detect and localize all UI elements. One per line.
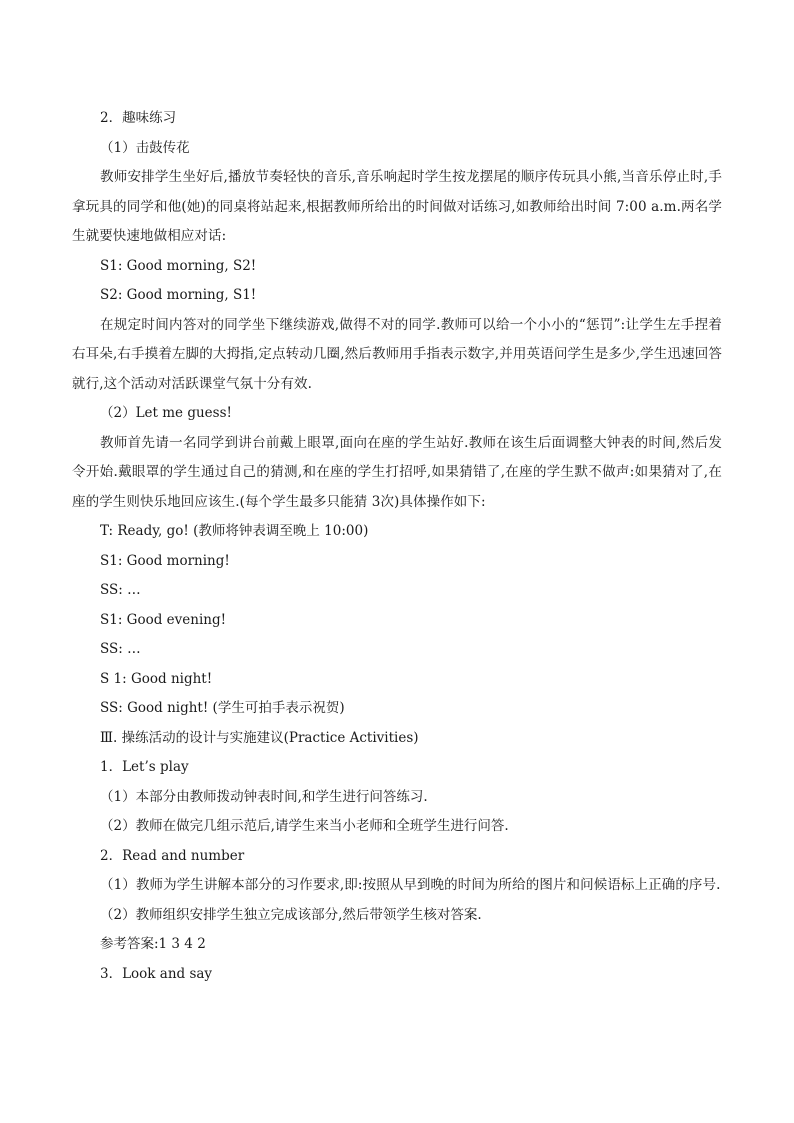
section-heading: 2．趣味练习 xyxy=(100,110,177,126)
paragraph: 在规定时间内答对的同学坐下继续游戏,做得不对的同学.教师可以给一个小小的“惩罚”:让学生左手捏着右耳朵,右手摸着左脚的大拇指,定点转动几圈,然后教师用手指表示数字,并用英语问学生是多少,学生迅速回答就行,这个活动对活跃课堂气氛十分有效. xyxy=(72,316,722,392)
list-item: （1）教师为学生讲解本部分的习作要求,即:按照从早到晚的时间为所给的图片和问候语标上正确的序号. xyxy=(100,877,721,893)
dialogue-line: S1: Good evening! xyxy=(100,611,227,628)
dialogue-line: SS: … xyxy=(100,582,141,598)
subsection-heading: （1）击鼓传花 xyxy=(100,139,190,156)
dialogue-line: S 1: Good night! xyxy=(100,670,213,687)
dialogue-line: S2: Good morning, S1! xyxy=(100,287,257,303)
subsection-heading: 2．Read and number xyxy=(100,847,245,864)
section-heading: Ⅲ. 操练活动的设计与实施建议(Practice Activities) xyxy=(100,729,419,746)
dialogue-line: S1: Good morning! xyxy=(100,552,230,569)
dialogue-line: SS: Good night! (学生可拍手表示祝贺) xyxy=(100,700,345,716)
subsection-heading: 3．Look and say xyxy=(100,965,213,982)
answer-key: 参考答案:1 3 4 2 xyxy=(100,936,206,952)
dialogue-line: S1: Good morning, S2! xyxy=(100,257,257,274)
list-item: （1）本部分由教师拨动钟表时间,和学生进行问答练习. xyxy=(100,788,428,805)
subsection-heading: （2）Let me guess! xyxy=(100,405,232,421)
subsection-heading: 1．Let’s play xyxy=(100,759,189,775)
paragraph: 教师首先请一名同学到讲台前戴上眼罩,面向在座的学生站好.教师在该生后面调整大钟表的时间,然后发令开始.戴眼罩的学生通过自己的猜测,和在座的学生打招呼,如果猜错了,在座的学生默不做声:如果猜对了,在座的学生则快乐地回应该生.(每个学生最多只能猜 3次)具体操作如下: xyxy=(72,434,722,510)
dialogue-line: T: Ready, go! (教师将钟表调至晚上 10:00) xyxy=(100,523,369,539)
list-item: （2）教师在做完几组示范后,请学生来当小老师和全班学生进行问答. xyxy=(100,818,509,834)
dialogue-line: SS: … xyxy=(100,641,141,657)
document-body xyxy=(72,104,722,989)
list-item: （2）教师组织安排学生独立完成该部分,然后带领学生核对答案. xyxy=(100,906,482,923)
paragraph: 教师安排学生坐好后,播放节奏轻快的音乐,音乐响起时学生按龙摆尾的顺序传玩具小熊,当音乐停止时,手拿玩具的同学和他(她)的同桌将站起来,根据教师所给出的时间做对话练习,如教师给出时间 7:00 a.m.两名学生就要快速地做相应对话: xyxy=(72,169,722,244)
